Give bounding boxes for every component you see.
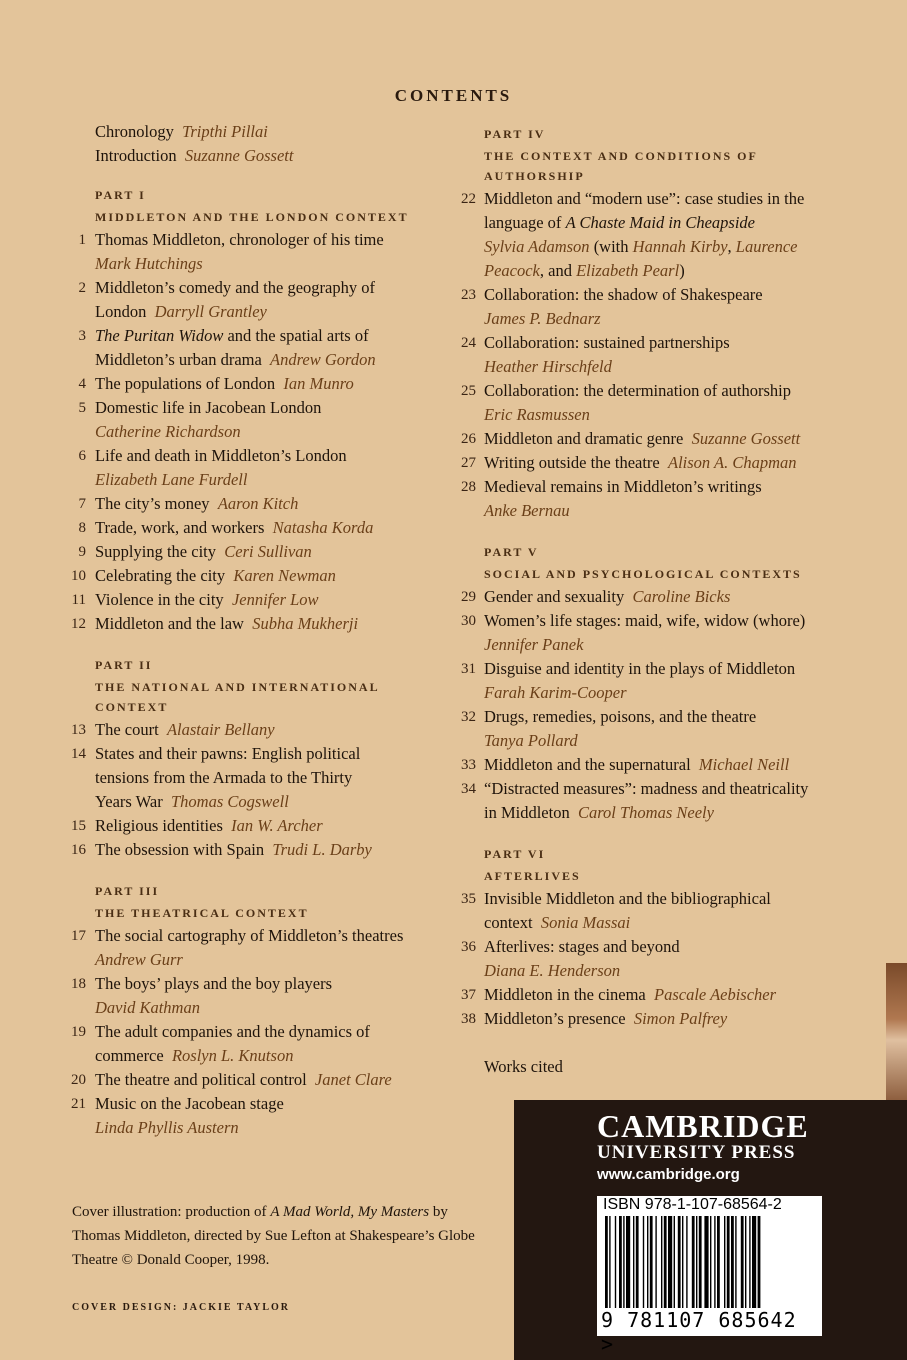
entry-italic-title: The Puritan Widow: [95, 326, 224, 345]
entry-author: Andrew Gurr: [95, 950, 183, 969]
entry-title: Middleton and the supernatural: [484, 755, 691, 774]
credit-prefix: Cover illustration: production of: [72, 1204, 271, 1220]
toc-line: [95, 121, 268, 143]
entry-title: Medieval remains in Middleton’s writings: [484, 477, 762, 496]
entry-number: 31: [461, 661, 476, 677]
barcode-bar: [615, 1216, 616, 1308]
barcode-bar: [749, 1216, 750, 1308]
publisher-subtitle: UNIVERSITY PRESS: [597, 1142, 796, 1163]
barcode-bar: [661, 1216, 662, 1308]
entry-author: Peacock: [484, 261, 540, 280]
toc-line: [95, 1093, 284, 1115]
toc-line: [484, 380, 791, 402]
toc-line: [484, 500, 570, 522]
toc-line: [95, 839, 372, 861]
barcode-bar: [745, 1216, 746, 1308]
entry-title: The city’s money: [95, 494, 210, 513]
barcode-bar: [710, 1216, 711, 1308]
toc-line: [484, 188, 804, 210]
toc-line: [95, 997, 200, 1019]
part-label: PART I: [95, 188, 146, 202]
entry-title: Middleton’s urban drama: [95, 350, 262, 369]
entry-author: Darryll Grantley: [154, 302, 267, 321]
entry-author: Sonia Massai: [540, 913, 631, 932]
toc-line: [484, 428, 800, 450]
entry-number: 3: [78, 328, 86, 344]
entry-number: 8: [78, 520, 86, 536]
part-title: CONTEXT: [95, 700, 169, 714]
barcode-bars: [603, 1216, 816, 1308]
entry-number: 2: [78, 280, 86, 296]
barcode-bar: [731, 1216, 734, 1308]
toc-line: [484, 610, 805, 632]
entry-number: 10: [71, 568, 86, 584]
entry-title: Religious identities: [95, 816, 223, 835]
entry-title: Domestic life in Jacobean London: [95, 398, 322, 417]
entry-author: Hannah Kirby: [632, 237, 728, 256]
entry-author: Ian Munro: [283, 374, 354, 393]
barcode-bar: [758, 1216, 761, 1308]
entry-number: 17: [71, 928, 86, 944]
part-title: MIDDLETON AND THE LONDON CONTEXT: [95, 210, 409, 224]
barcode-bar: [650, 1216, 653, 1308]
entry-number: 7: [78, 496, 86, 512]
entry-title: The court: [95, 720, 159, 739]
entry-author: Tanya Pollard: [484, 731, 578, 750]
entry-italic-title: A Chaste Maid in Cheapside: [565, 213, 755, 232]
entry-author: Michael Neill: [698, 755, 790, 774]
toc-line: [95, 373, 354, 395]
entry-author: James P. Bednarz: [484, 309, 601, 328]
toc-line: [484, 476, 762, 498]
toc-line: [95, 815, 323, 837]
entry-title: Middleton and “modern use”: case studies in the: [484, 189, 805, 208]
toc-line: [95, 589, 319, 611]
toc-line: [484, 332, 730, 354]
entry-title: in Middleton: [484, 803, 570, 822]
entry-author: Alastair Bellany: [166, 720, 275, 739]
toc-line: [484, 308, 601, 330]
barcode-bar: [735, 1216, 736, 1308]
barcode-bar: [717, 1216, 720, 1308]
cover-credit: [72, 1200, 492, 1272]
entry-number: 9: [78, 544, 86, 560]
entry-number: 20: [71, 1072, 86, 1088]
toc-line: [95, 301, 267, 323]
entry-title: Celebrating the city: [95, 566, 226, 585]
toc-line: [484, 960, 620, 982]
part-title: THE CONTEXT AND CONDITIONS OF: [484, 149, 758, 163]
toc-line: [484, 802, 714, 824]
toc-line: [95, 397, 321, 419]
works-cited: Works cited: [484, 1057, 563, 1076]
toc-line: [484, 452, 797, 474]
toc-line: [95, 767, 352, 789]
entry-number: 16: [71, 842, 86, 858]
entry-title: London: [95, 302, 147, 321]
publisher-panel: [514, 1100, 907, 1360]
toc-line: [95, 743, 360, 765]
entry-author: Simon Palfrey: [633, 1009, 728, 1028]
toc-line: [95, 1021, 370, 1043]
entry-title: “Distracted measures”: madness and theatricality: [484, 779, 809, 798]
entry-author: Anke Bernau: [484, 501, 570, 520]
entry-text: (with: [589, 237, 633, 256]
entry-title: States and their pawns: English political: [95, 744, 361, 763]
entry-author: Natasha Korda: [272, 518, 374, 537]
publisher-name: CAMBRIDGE: [597, 1108, 809, 1144]
toc-line: [95, 517, 373, 539]
entry-text: , and: [539, 261, 577, 280]
toc-line: [484, 778, 808, 800]
entry-title: Writing outside the theatre: [484, 453, 660, 472]
toc-line: [95, 791, 289, 813]
toc-line: [95, 421, 241, 443]
toc-line: [484, 912, 630, 934]
entry-text: ,: [727, 237, 736, 256]
cover-photo-edge: [886, 963, 907, 1103]
barcode-bar: [626, 1216, 630, 1308]
toc-line: [95, 565, 336, 587]
entry-author: Catherine Richardson: [95, 422, 241, 441]
entry-title: The theatre and political control: [95, 1070, 307, 1089]
entry-title-rest: and the spatial arts of: [223, 326, 369, 345]
entry-title: Middleton and dramatic genre: [484, 429, 684, 448]
barcode: [597, 1196, 822, 1356]
entry-title: Trade, work, and workers: [95, 518, 265, 537]
entry-author: Trudi L. Darby: [272, 840, 372, 859]
toc-line: [484, 260, 685, 282]
entry-number: 28: [461, 479, 476, 495]
barcode-bar: [643, 1216, 644, 1308]
entry-author: Ceri Sullivan: [224, 542, 312, 561]
entry-title: Life and death in Middleton’s London: [95, 446, 347, 465]
entry-title: Chronology: [95, 122, 174, 141]
entry-number: 5: [78, 400, 86, 416]
entry-author: Suzanne Gossett: [184, 146, 294, 165]
part-label: PART VI: [484, 847, 546, 861]
entry-author: Karen Newman: [233, 566, 336, 585]
barcode-bar: [674, 1216, 675, 1308]
entry-number: 29: [461, 589, 476, 605]
entry-author: Pascale Aebischer: [654, 985, 777, 1004]
barcode-bar: [668, 1216, 672, 1308]
entry-title: Violence in the city: [95, 590, 224, 609]
entry-title: context: [484, 913, 533, 932]
part-title: SOCIAL AND PSYCHOLOGICAL CONTEXTS: [484, 567, 802, 581]
toc-line: [484, 404, 590, 426]
publisher-url: www.cambridge.org: [597, 1166, 740, 1183]
entry-number: 12: [71, 616, 86, 632]
entry-number: 19: [71, 1024, 86, 1040]
toc-line: [95, 229, 384, 251]
entry-author: Linda Phyllis Austern: [95, 1118, 239, 1137]
contents-heading: CONTENTS: [394, 86, 513, 105]
barcode-bar: [741, 1216, 744, 1308]
entry-author: David Kathman: [95, 998, 200, 1017]
barcode-bar: [605, 1216, 608, 1308]
toc-line: [95, 469, 247, 491]
barcode-bar: [692, 1216, 695, 1308]
barcode-bar: [619, 1216, 622, 1308]
entry-number: 14: [71, 746, 86, 762]
entry-number: 22: [461, 191, 476, 207]
entry-author: Diana E. Henderson: [484, 961, 621, 980]
entry-number: 1: [78, 232, 86, 248]
entry-number: 30: [461, 613, 476, 629]
entry-number: 4: [78, 376, 86, 392]
entry-author: Alison A. Chapman: [668, 453, 797, 472]
toc-line: [484, 888, 771, 910]
entry-title: Middleton in the cinema: [484, 985, 646, 1004]
entry-title: Afterlives: stages and beyond: [484, 937, 680, 956]
entry-author: Janet Clare: [314, 1070, 392, 1089]
entry-author: Ian W. Archer: [231, 816, 323, 835]
toc-line: [95, 1117, 239, 1139]
toc-line: [95, 949, 183, 971]
part-label: PART V: [484, 545, 539, 559]
entry-author: Elizabeth Pearl: [576, 261, 680, 280]
entry-author: Mark Hutchings: [95, 254, 203, 273]
entry-title: The obsession with Spain: [95, 840, 265, 859]
entry-text: ): [679, 261, 685, 280]
entry-number: 27: [461, 455, 476, 471]
entry-title: Middleton’s presence: [484, 1009, 626, 1028]
toc-line: [484, 236, 798, 258]
barcode-bar: [647, 1216, 648, 1308]
isbn-text: ISBN 978-1-107-68564-2: [603, 1196, 782, 1213]
entry-title: Disguise and identity in the plays of Middleton: [484, 659, 796, 678]
entry-title: Music on the Jacobean stage: [95, 1094, 284, 1113]
entry-title: The boys’ plays and the boy players: [95, 974, 333, 993]
barcode-bar: [636, 1216, 639, 1308]
toc-line: [484, 682, 627, 704]
entry-title: Invisible Middleton and the bibliographical: [484, 889, 771, 908]
barcode-bar: [752, 1216, 756, 1308]
entry-title: The social cartography of Middleton’s theatres: [95, 926, 404, 945]
part-label: PART III: [95, 884, 160, 898]
toc-line: [484, 1008, 727, 1030]
toc-line: [95, 325, 369, 347]
toc-line: [484, 936, 680, 958]
barcode-bar: [704, 1216, 708, 1308]
toc-line: [484, 984, 776, 1006]
toc-line: [484, 212, 755, 234]
entry-author: Sylvia Adamson: [484, 237, 590, 256]
entry-number: 23: [461, 287, 476, 303]
part-label: PART II: [95, 658, 153, 672]
toc-line: [95, 349, 376, 371]
cover-design-credit: COVER DESIGN: JACKIE TAYLOR: [72, 1302, 291, 1313]
entry-author: Andrew Gordon: [270, 350, 376, 369]
entry-number: 26: [461, 431, 476, 447]
entry-title: Thomas Middleton, chronologer of his time: [95, 230, 384, 249]
barcode-bar: [655, 1216, 656, 1308]
toc-line: [484, 658, 795, 680]
toc-line: [95, 613, 358, 635]
toc-line: [95, 1045, 293, 1067]
entry-author: Elizabeth Lane Furdell: [95, 470, 248, 489]
barcode-bar: [714, 1216, 715, 1308]
entry-author: Jennifer Panek: [484, 635, 584, 654]
entry-title: Middleton’s comedy and the geography of: [95, 278, 375, 297]
credit-suffix: by Thomas Middleton, directed by Sue Lefton at Shakespeare’s Globe Theatre © Donald Cooper, 1998.: [72, 1204, 475, 1268]
entry-number: 32: [461, 709, 476, 725]
barcode-bar: [609, 1216, 610, 1308]
entry-number: 6: [78, 448, 86, 464]
toc-line: [95, 445, 347, 467]
entry-author: Farah Karim-Cooper: [484, 683, 627, 702]
barcode-bar: [623, 1216, 624, 1308]
entry-author: Roslyn L. Knutson: [171, 1046, 294, 1065]
toc-line: [95, 493, 298, 515]
entry-title: Introduction: [95, 146, 177, 165]
barcode-bar: [724, 1216, 725, 1308]
barcode-bar: [664, 1216, 667, 1308]
toc-line: [95, 973, 332, 995]
entry-title: Drugs, remedies, poisons, and the theatre: [484, 707, 757, 726]
entry-number: 33: [461, 757, 476, 773]
entry-number: 36: [461, 939, 476, 955]
entry-number: 21: [71, 1096, 86, 1112]
entry-title: Middleton and the law: [95, 614, 244, 633]
entry-author: Thomas Cogswell: [170, 792, 289, 811]
part-title: AFTERLIVES: [484, 869, 581, 883]
entry-number: 34: [461, 781, 476, 797]
entry-title: tensions from the Armada to the Thirty: [95, 768, 353, 787]
entry-number: 35: [461, 891, 476, 907]
entry-author: Jennifer Low: [231, 590, 319, 609]
barcode-bar: [633, 1216, 634, 1308]
entry-number: 11: [71, 592, 86, 608]
barcode-bar: [696, 1216, 697, 1308]
barcode-digits: 9 781107 685642 >: [601, 1308, 797, 1356]
toc-line: [95, 277, 375, 299]
entry-title: language of: [484, 213, 566, 232]
entry-author: Subha Mukherji: [252, 614, 359, 633]
toc-line: [95, 719, 275, 741]
entry-number: 24: [461, 335, 476, 351]
toc-line: [484, 284, 763, 306]
entry-author: Tripthi Pillai: [182, 122, 268, 141]
part-label: PART IV: [484, 127, 546, 141]
entry-author: Caroline Bicks: [632, 587, 731, 606]
toc-line: [95, 145, 293, 167]
entry-author: Carol Thomas Neely: [577, 803, 714, 822]
entry-title: Women’s life stages: maid, wife, widow (whore): [484, 611, 806, 630]
entry-title: Years War: [95, 792, 163, 811]
entry-author: Laurence: [735, 237, 798, 256]
barcode-bar: [727, 1216, 730, 1308]
barcode-bar: [678, 1216, 681, 1308]
toc-line: [484, 356, 612, 378]
toc-line: [484, 730, 578, 752]
entry-title: Collaboration: the determination of authorship: [484, 381, 792, 400]
toc-line: [484, 586, 730, 608]
entry-author: Suzanne Gossett: [691, 429, 801, 448]
entry-number: 38: [461, 1011, 476, 1027]
entry-title: Collaboration: the shadow of Shakespeare: [484, 285, 763, 304]
entry-number: 18: [71, 976, 86, 992]
toc-line: [95, 541, 312, 563]
barcode-bar: [686, 1216, 687, 1308]
entry-author: Heather Hirschfeld: [484, 357, 612, 376]
barcode-bar: [682, 1216, 683, 1308]
part-title: THE NATIONAL AND INTERNATIONAL: [95, 680, 380, 694]
barcode-bar: [699, 1216, 702, 1308]
entry-number: 13: [71, 722, 86, 738]
entry-title: commerce: [95, 1046, 164, 1065]
entry-number: 37: [461, 987, 476, 1003]
entry-author: Eric Rasmussen: [484, 405, 590, 424]
toc-line: [484, 754, 789, 776]
credit-title: A Mad World, My Masters: [270, 1204, 430, 1220]
entry-author: Aaron Kitch: [217, 494, 299, 513]
entry-title: The adult companies and the dynamics of: [95, 1022, 370, 1041]
toc-line: [484, 706, 756, 728]
toc-line: [484, 634, 583, 656]
toc-line: [95, 1069, 392, 1091]
entry-title: The populations of London: [95, 374, 276, 393]
entry-number: 15: [71, 818, 86, 834]
entry-number: 25: [461, 383, 476, 399]
toc-line: [95, 253, 203, 275]
entry-title: Collaboration: sustained partnerships: [484, 333, 730, 352]
entry-title: Supplying the city: [95, 542, 216, 561]
entry-title: Gender and sexuality: [484, 587, 625, 606]
part-title: THE THEATRICAL CONTEXT: [95, 906, 309, 920]
toc-line: [95, 925, 403, 947]
part-title: AUTHORSHIP: [484, 169, 585, 183]
